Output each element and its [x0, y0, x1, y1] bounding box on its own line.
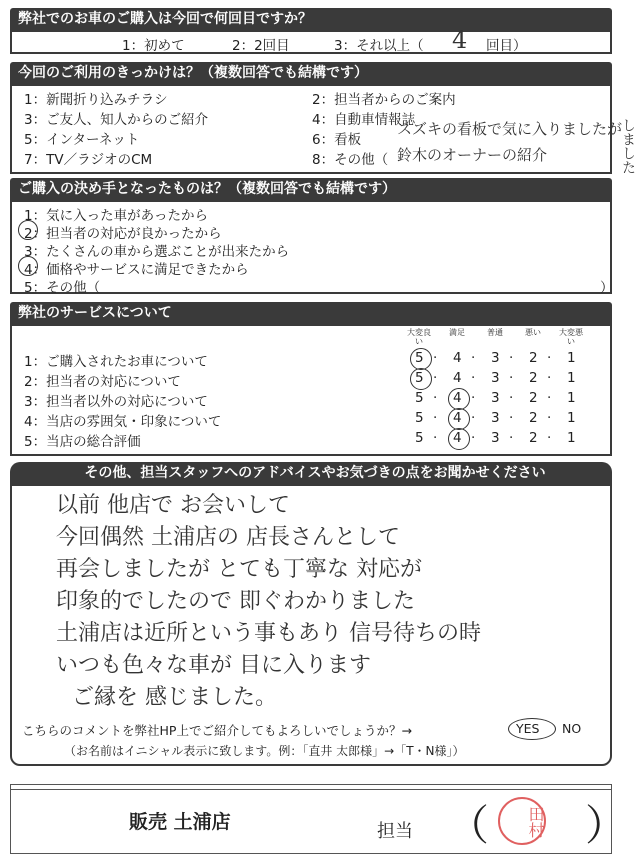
q2-option-7[interactable]: 7：TV／ラジオのCM [24, 152, 153, 168]
q4-rating-option[interactable]: 3 [491, 370, 500, 386]
q4-rating-option[interactable]: 4 [453, 430, 462, 446]
q4-scale-header-5: 大変良い [407, 328, 431, 346]
q4-scale-header-3: 普通 [487, 328, 503, 337]
q4-scale-header-1: 大変悪い [559, 328, 583, 346]
q4-rating-option[interactable]: 1 [567, 390, 576, 406]
q4-rating-option[interactable]: 1 [567, 430, 576, 446]
q4-scale-separator: · [547, 390, 552, 406]
q3-option-4[interactable]: 4：価格やサービスに満足できたから [24, 262, 249, 278]
q4-rating-option[interactable]: 4 [453, 390, 462, 406]
q2-title-bar [10, 62, 612, 84]
q4-rating-option[interactable]: 3 [491, 350, 500, 366]
q4-scale-separator: · [471, 410, 476, 426]
q1-option-3-end: 回目） [486, 38, 527, 54]
q5-title: その他、担当スタッフへのアドバイスやお気づきの点をお聞かせください [84, 465, 546, 481]
q4-scale-separator: · [547, 410, 552, 426]
comment-line: 以前 他店で お会いして [56, 493, 290, 518]
q2-box [10, 84, 623, 174]
q4-rating-option[interactable]: 5 [415, 410, 424, 426]
q4-box [10, 324, 612, 456]
q4-item-label: 1：ご購入されたお車について [24, 354, 208, 370]
q3-title: ご購入の決め手となったものは？（複数回答でも結構です） [18, 181, 396, 197]
consent-yes[interactable]: YES [516, 721, 540, 736]
q4-item-label: 4：当店の雰囲気・印象について [24, 414, 222, 430]
q5-box [10, 484, 612, 766]
q4-rating-option[interactable]: 4 [453, 370, 462, 386]
q3-option-3[interactable]: 3：たくさんの車から選ぶことが出来たから [24, 244, 290, 260]
q1-option-3[interactable]: 3：それ以上（ [334, 38, 424, 54]
q4-rating-option[interactable]: 5 [415, 390, 424, 406]
q3-option-2[interactable]: 2：担当者の対応が良かったから [24, 226, 222, 242]
q2-handwritten-8: 鈴木のオーナーの紹介 [397, 146, 548, 164]
q4-rating-option[interactable]: 3 [491, 410, 500, 426]
consent-question: こちらのコメントを弊社HP上でご紹介してもよろしいでしょうか？→ [22, 723, 412, 738]
staff-hanko-stamp [498, 797, 546, 845]
q4-title-bar [10, 302, 612, 324]
staff-open-paren: （ [447, 801, 490, 850]
q4-scale-separator: · [471, 430, 476, 446]
q4-item-label: 5：当店の総合評価 [24, 434, 141, 450]
q4-selected-circle [410, 348, 432, 370]
q1-option-2[interactable]: 2：2回目 [232, 38, 290, 54]
q4-rating-option[interactable]: 1 [567, 410, 576, 426]
staff-label: 担当 [377, 821, 413, 842]
q4-scale-separator: · [471, 350, 476, 366]
q2-option-3[interactable]: 3：ご友人、知人からのご紹介 [24, 112, 209, 128]
q4-scale-separator: · [509, 410, 514, 426]
q1-option-1[interactable]: 1：初めて [122, 38, 185, 54]
q2-option-2[interactable]: 2：担当者からのご案内 [312, 92, 456, 108]
footer-double-line [11, 789, 611, 790]
q2-option-4[interactable]: 4：自動車情報誌 [312, 112, 416, 128]
q3-option-1[interactable]: 1：気に入った車があったから [24, 208, 208, 224]
q4-scale-separator: · [433, 390, 438, 406]
q2-option-6[interactable]: 6：看板 [312, 132, 362, 148]
q4-rating-option[interactable]: 2 [529, 350, 538, 366]
consent-no[interactable]: NO [562, 721, 582, 736]
q1-box [10, 26, 612, 54]
q4-scale-separator: · [471, 370, 476, 386]
q3-box [10, 200, 612, 294]
comment-line: 印象的でしたので 即ぐわかりました [56, 589, 415, 614]
q4-item-label: 3：担当者以外の対応について [24, 394, 208, 410]
q4-scale-header-2: 悪い [525, 328, 541, 337]
q4-rating-option[interactable]: 1 [567, 350, 576, 366]
q4-rating-option[interactable]: 2 [529, 370, 538, 386]
q4-rating-option[interactable]: 3 [491, 430, 500, 446]
consent-yes-circle [508, 718, 556, 740]
q3-option-2-circle [18, 220, 38, 240]
comment-line: 土浦店は近所という事もあり 信号待ちの時 [56, 621, 481, 646]
q3-option-5[interactable]: 5：その他（ [24, 280, 101, 296]
q4-scale-separator: · [471, 390, 476, 406]
q4-selected-circle [410, 368, 432, 390]
q4-rating-option[interactable]: 5 [415, 350, 424, 366]
q4-scale-separator: · [433, 430, 438, 446]
q4-scale-separator: · [547, 430, 552, 446]
q4-rating-option[interactable]: 4 [453, 350, 462, 366]
q4-rating-option[interactable]: 3 [491, 390, 500, 406]
q4-item-label: 2：担当者の対応について [24, 374, 181, 390]
q1-answer: 4 [452, 26, 468, 54]
q4-scale-separator: · [509, 430, 514, 446]
q3-title-bar [10, 178, 612, 200]
name-note: （お名前はイニシャル表示に致します。例：「直井 太郎様」→「T・N様」） [64, 744, 465, 758]
q2-option-1[interactable]: 1：新聞折り込みチラシ [24, 92, 168, 108]
comment-line: ご縁を 感じました。 [72, 685, 277, 710]
q4-selected-circle [448, 428, 470, 450]
q1-title: 弊社でのお車のご購入は今回で何回目ですか？ [18, 11, 312, 27]
staff-close-paren: ） [585, 801, 628, 850]
q4-scale-separator: · [509, 390, 514, 406]
q1-title-bar [10, 8, 612, 30]
comment-line: いつも色々な車が 目に入ります [56, 653, 371, 678]
q2-title: 今回のご利用のきっかけは？（複数回答でも結構です） [18, 65, 368, 81]
q4-rating-option[interactable]: 1 [567, 370, 576, 386]
stamp-text: 田村 [526, 806, 545, 838]
q2-handwritten-6: スズキの看板で気に入りましたが [397, 120, 623, 138]
q4-scale-separator: · [547, 350, 552, 366]
q4-rating-option[interactable]: 2 [529, 410, 538, 426]
comment-line: 再会しましたが とても丁寧な 対応が [56, 557, 422, 582]
q4-rating-option[interactable]: 2 [529, 430, 538, 446]
q4-scale-separator: · [509, 350, 514, 366]
q4-rating-option[interactable]: 5 [415, 370, 424, 386]
q3-option-4-circle [18, 256, 38, 276]
q4-scale-separator: · [509, 370, 514, 386]
q4-scale-separator: · [433, 410, 438, 426]
comment-line: 今回偶然 土浦店の 店長さんとして [56, 525, 400, 550]
q5-title-bar [10, 462, 612, 484]
store-name: 販売 土浦店 [129, 811, 231, 833]
q4-selected-circle [448, 388, 470, 410]
footer-box [10, 784, 628, 854]
q4-rating-option[interactable]: 4 [453, 410, 462, 426]
q4-rating-option[interactable]: 2 [529, 390, 538, 406]
q2-handwritten-margin: しました [620, 118, 636, 174]
q2-option-8[interactable]: 8：その他（ [312, 152, 389, 168]
q3-close-paren: ） [600, 280, 614, 296]
q4-rating-option[interactable]: 5 [415, 430, 424, 446]
q4-title: 弊社のサービスについて [18, 305, 172, 321]
q2-option-5[interactable]: 5：インターネット [24, 132, 140, 148]
q4-scale-separator: · [433, 350, 438, 366]
q4-scale-separator: · [547, 370, 552, 386]
q4-scale-header-4: 満足 [449, 328, 465, 337]
q4-selected-circle [448, 408, 470, 430]
q4-scale-separator: · [433, 370, 438, 386]
